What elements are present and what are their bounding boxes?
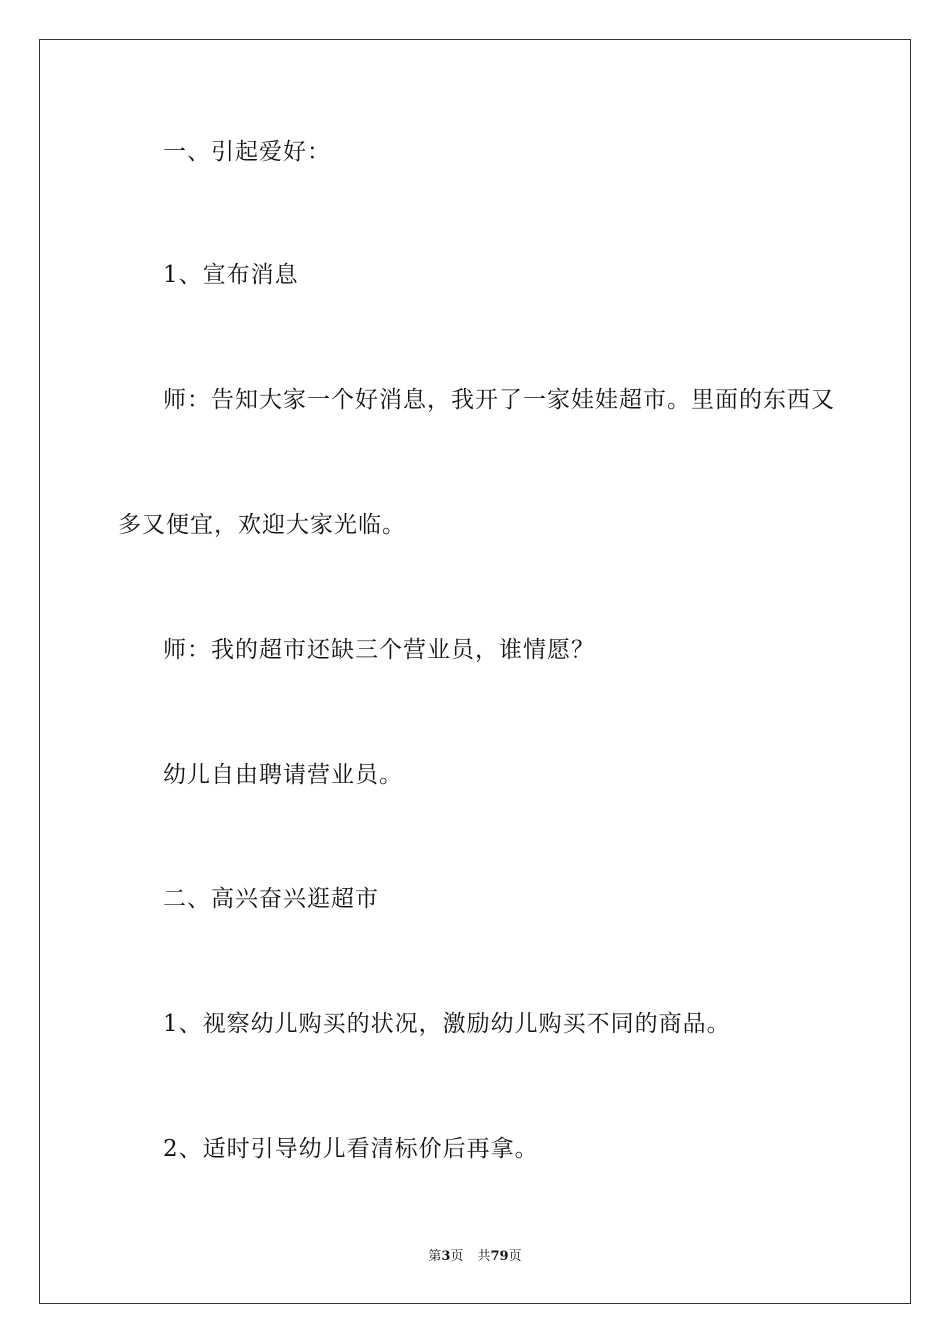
paragraph-line: 师：告知大家一个好消息，我开了一家娃娃超市。里面的东西又: [163, 387, 835, 413]
subheading-1-1: 1、宣布消息: [163, 262, 299, 288]
list-item: 2、适时引导幼儿看清标价后再拿。: [163, 1136, 539, 1162]
paragraph-line: 多又便宜，欢迎大家光临。: [118, 512, 406, 538]
footer-page-suffix: 页: [450, 1249, 464, 1264]
footer-total-prefix: 共: [477, 1249, 491, 1264]
footer-total-suffix: 页: [508, 1249, 522, 1264]
paragraph-line: 师：我的超市还缺三个营业员，谁情愿？: [163, 637, 595, 663]
heading-section-1: 一、引起爱好：: [163, 139, 331, 165]
page-footer: [0, 1248, 950, 1266]
footer-page-number: 3: [441, 1249, 451, 1264]
heading-section-2: 二、高兴奋兴逛超市: [163, 886, 379, 912]
footer-total-pages: 79: [490, 1249, 509, 1264]
list-item: 1、视察幼儿购买的状况，激励幼儿购买不同的商品。: [163, 1011, 731, 1037]
paragraph-line: 幼儿自由聘请营业员。: [163, 762, 403, 788]
page-frame: [39, 39, 911, 1304]
footer-page-prefix: 第: [428, 1249, 442, 1264]
